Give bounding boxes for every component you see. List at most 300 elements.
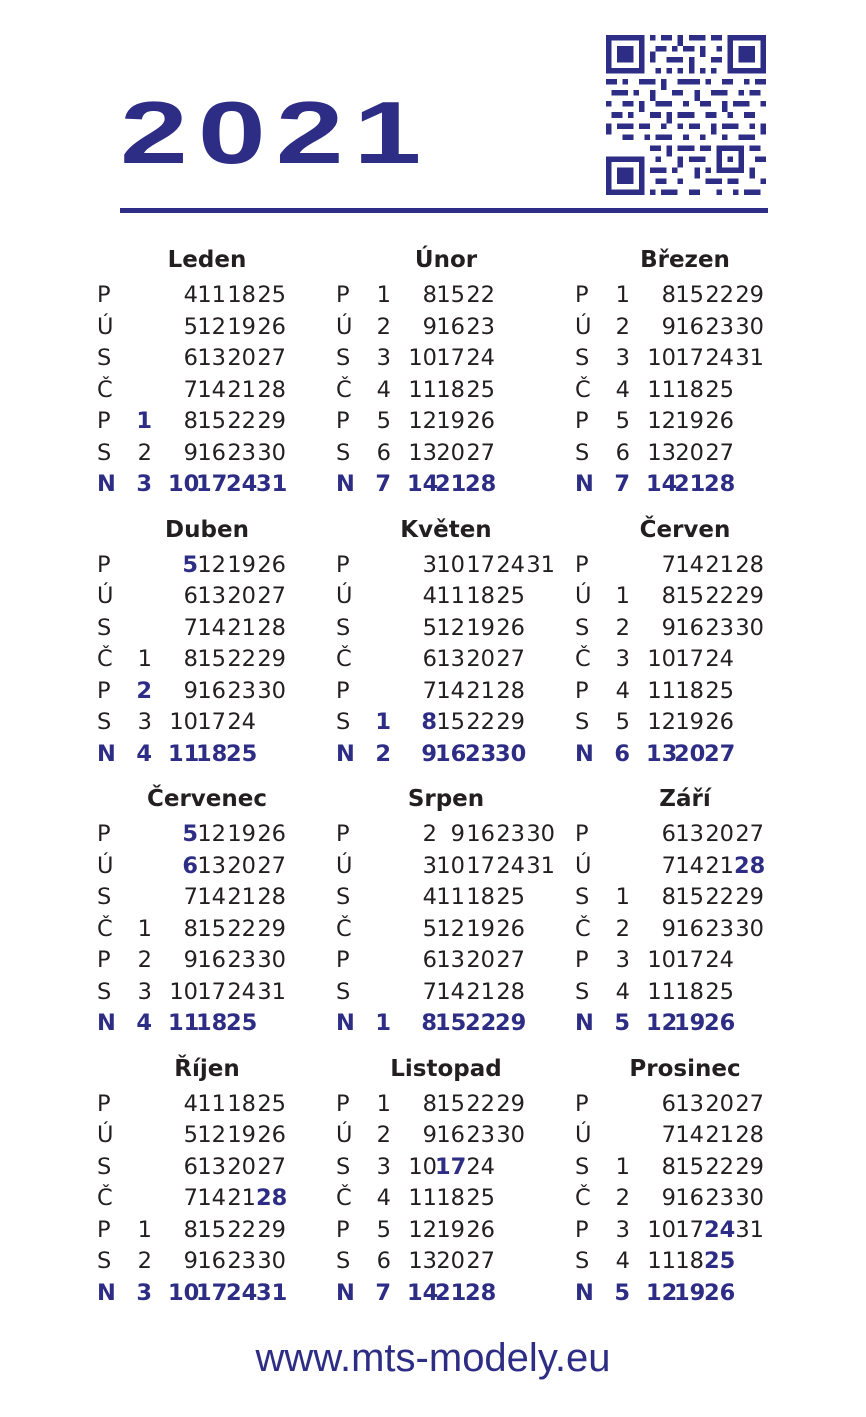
day-cell: 20 xyxy=(466,646,495,672)
day-cell: 16 xyxy=(197,439,226,466)
day-cell: 2 xyxy=(375,740,391,767)
day-cell: 8 xyxy=(183,915,198,942)
month-title: Prosinec xyxy=(629,1055,741,1082)
day-cell: 26 xyxy=(466,408,495,434)
week-row xyxy=(92,280,332,310)
day-cell: 7 xyxy=(661,551,676,578)
day-cell: 11 xyxy=(436,583,465,609)
day-cell: 6 xyxy=(422,646,437,672)
day-cell: 20 xyxy=(466,947,495,973)
day-cell: 14 xyxy=(436,677,465,704)
day-cell: 4 xyxy=(422,583,437,609)
weekday-label: Č xyxy=(575,376,591,403)
day-cell: 17 xyxy=(196,1279,228,1306)
week-row xyxy=(92,343,332,373)
week-row xyxy=(570,438,810,468)
day-cell: 5 xyxy=(614,1010,630,1036)
day-cell: 17 xyxy=(197,978,226,1005)
day-cell: 3 xyxy=(615,947,630,973)
day-cell: 11 xyxy=(168,1010,200,1036)
day-cell: 30 xyxy=(257,947,286,973)
day-cell: 28 xyxy=(704,471,736,497)
weekday-label: N xyxy=(97,471,116,497)
day-cell: 2 xyxy=(376,313,391,340)
day-cell: 20 xyxy=(436,439,465,466)
day-cell: 28 xyxy=(496,677,525,704)
month-title: Červen xyxy=(639,516,731,543)
day-cell: 10 xyxy=(647,1216,676,1243)
day-cell: 22 xyxy=(705,282,734,308)
weekday-label: N xyxy=(575,740,594,767)
day-cell: 26 xyxy=(705,408,734,434)
weekday-label: Č xyxy=(336,915,352,942)
weekday-label: S xyxy=(336,1248,351,1274)
day-cell: 28 xyxy=(465,1279,497,1306)
week-row xyxy=(331,550,571,580)
day-cell: 5 xyxy=(376,1216,391,1243)
day-cell: 29 xyxy=(495,1010,527,1036)
week-row xyxy=(570,1089,810,1119)
day-cell: 31 xyxy=(526,551,555,578)
day-cell: 22 xyxy=(466,1090,495,1117)
day-cell: 23 xyxy=(466,1122,495,1148)
day-cell: 10 xyxy=(647,947,676,973)
week-row xyxy=(331,977,571,1007)
week-row xyxy=(92,375,332,405)
day-cell: 27 xyxy=(257,345,286,371)
day-cell: 1 xyxy=(137,646,152,672)
day-cell: 16 xyxy=(675,313,704,340)
weekday-label: P xyxy=(336,282,350,308)
day-cell: 21 xyxy=(227,1185,256,1211)
day-cell: 30 xyxy=(735,915,764,942)
weekday-label: S xyxy=(97,345,112,371)
day-cell: 19 xyxy=(675,408,704,434)
month-title: Květen xyxy=(400,516,492,543)
day-cell: 22 xyxy=(227,1216,256,1243)
day-cell: 16 xyxy=(675,614,704,641)
day-cell: 17 xyxy=(436,345,465,371)
day-cell: 31 xyxy=(526,852,555,879)
day-cell: 28 xyxy=(496,978,525,1005)
weekday-label: N xyxy=(97,1010,116,1036)
day-cell: 17 xyxy=(196,471,228,497)
day-cell: 12 xyxy=(436,915,465,942)
day-cell: 7 xyxy=(183,1185,198,1211)
day-cell: 12 xyxy=(197,1122,226,1148)
day-cell: 22 xyxy=(466,709,495,735)
week-row xyxy=(92,1278,332,1308)
week-row xyxy=(92,613,332,643)
day-cell: 17 xyxy=(675,646,704,672)
weekday-label: Ú xyxy=(97,852,114,879)
day-cell: 18 xyxy=(227,282,256,308)
weekday-label: S xyxy=(575,345,590,371)
day-cell: 16 xyxy=(197,1248,226,1274)
weekday-label: P xyxy=(97,677,111,704)
day-cell: 13 xyxy=(408,439,437,466)
weekday-label: S xyxy=(97,1153,112,1180)
day-cell: 25 xyxy=(496,884,525,910)
day-cell: 6 xyxy=(614,740,630,767)
day-cell: 2 xyxy=(137,439,152,466)
day-cell: 7 xyxy=(661,852,676,879)
day-cell: 5 xyxy=(615,709,630,735)
day-cell: 25 xyxy=(496,583,525,609)
day-cell: 23 xyxy=(227,947,256,973)
weekday-label: P xyxy=(575,1216,589,1243)
weekday-label: S xyxy=(575,1248,590,1274)
day-cell: 4 xyxy=(136,740,152,767)
day-cell: 29 xyxy=(735,282,764,308)
day-cell: 28 xyxy=(735,1122,764,1148)
day-cell: 15 xyxy=(675,583,704,609)
day-cell: 16 xyxy=(466,821,495,847)
day-cell: 10 xyxy=(436,551,465,578)
website-url[interactable]: www.mts-modely.eu xyxy=(255,1336,611,1380)
week-row xyxy=(331,406,571,436)
weekday-label: P xyxy=(336,1216,350,1243)
week-row xyxy=(92,644,332,674)
day-cell: 27 xyxy=(257,583,286,609)
qr-code-icon[interactable] xyxy=(606,35,766,195)
month-leden xyxy=(92,240,322,510)
day-cell: 31 xyxy=(735,1216,764,1243)
weekday-label: P xyxy=(97,1090,111,1117)
day-cell: 8 xyxy=(421,709,437,735)
day-cell: 30 xyxy=(257,1248,286,1274)
day-cell: 23 xyxy=(227,439,256,466)
day-cell: 5 xyxy=(183,313,198,340)
day-cell: 19 xyxy=(227,551,256,578)
weekday-label: P xyxy=(336,551,350,578)
day-cell: 19 xyxy=(675,709,704,735)
week-row xyxy=(570,406,810,436)
day-cell: 29 xyxy=(735,583,764,609)
weekday-label: Č xyxy=(575,1185,591,1211)
header-divider xyxy=(120,208,768,213)
day-cell: 9 xyxy=(422,1122,437,1148)
day-cell: 31 xyxy=(256,1279,288,1306)
day-cell: 24 xyxy=(704,1216,736,1243)
month-title: Říjen xyxy=(174,1055,240,1082)
day-cell: 30 xyxy=(495,740,527,767)
day-cell: 30 xyxy=(735,614,764,641)
day-cell: 10 xyxy=(647,345,676,371)
day-cell: 1 xyxy=(376,282,391,308)
week-row xyxy=(92,438,332,468)
day-cell: 29 xyxy=(496,1090,525,1117)
month-title: Srpen xyxy=(407,786,485,812)
day-cell: 9 xyxy=(183,439,198,466)
day-cell: 24 xyxy=(705,646,734,672)
day-cell: 24 xyxy=(226,1279,258,1306)
week-row xyxy=(92,581,332,611)
day-cell: 13 xyxy=(197,1153,226,1180)
day-cell: 27 xyxy=(257,1153,286,1180)
weekday-label: N xyxy=(336,740,355,767)
month-únor xyxy=(331,240,561,510)
day-cell: 30 xyxy=(735,1185,764,1211)
week-row xyxy=(570,851,810,881)
day-cell: 9 xyxy=(422,313,437,340)
day-cell: 10 xyxy=(408,1153,437,1180)
day-cell: 13 xyxy=(646,740,678,767)
week-row xyxy=(570,707,810,737)
day-cell: 21 xyxy=(435,1279,467,1306)
day-cell: 21 xyxy=(466,677,495,704)
day-cell: 21 xyxy=(435,471,467,497)
weekday-label: Ú xyxy=(336,313,353,340)
day-cell: 17 xyxy=(466,852,495,879)
day-cell: 9 xyxy=(661,614,676,641)
weekday-label: P xyxy=(575,551,589,578)
day-cell: 12 xyxy=(647,709,676,735)
day-cell: 4 xyxy=(615,677,630,704)
day-cell: 11 xyxy=(197,1090,226,1117)
day-cell: 15 xyxy=(675,1153,704,1180)
header xyxy=(0,0,866,220)
week-row xyxy=(331,739,571,769)
day-cell: 4 xyxy=(183,282,198,308)
weekday-label: N xyxy=(575,1279,594,1306)
day-cell: 31 xyxy=(257,978,286,1005)
week-row xyxy=(92,1152,332,1182)
day-cell: 16 xyxy=(675,915,704,942)
day-cell: 17 xyxy=(675,947,704,973)
day-cell: 28 xyxy=(734,852,766,879)
day-cell: 6 xyxy=(183,583,198,609)
day-cell: 27 xyxy=(257,852,286,879)
day-cell: 15 xyxy=(436,1090,465,1117)
weekday-label: Č xyxy=(97,915,113,942)
day-cell: 8 xyxy=(661,282,676,308)
day-cell: 21 xyxy=(227,376,256,403)
weekday-label: P xyxy=(336,821,350,847)
day-cell: 9 xyxy=(661,915,676,942)
day-cell: 14 xyxy=(675,1122,704,1148)
day-cell: 12 xyxy=(197,551,226,578)
calendar-grid xyxy=(92,240,782,1320)
day-cell: 22 xyxy=(227,646,256,672)
day-cell: 1 xyxy=(615,1153,630,1180)
month-červen xyxy=(570,510,800,780)
week-row xyxy=(570,550,810,580)
weekday-label: P xyxy=(97,408,111,434)
weekday-label: S xyxy=(575,709,590,735)
week-row xyxy=(331,644,571,674)
day-cell: 5 xyxy=(615,408,630,434)
day-cell: 5 xyxy=(614,1279,630,1306)
day-cell: 27 xyxy=(735,1090,764,1117)
day-cell: 24 xyxy=(466,345,495,371)
week-row xyxy=(92,1215,332,1245)
month-title: Červenec xyxy=(146,786,268,812)
day-cell: 19 xyxy=(227,1122,256,1148)
day-cell: 3 xyxy=(136,471,152,497)
weekday-label: N xyxy=(336,1010,355,1036)
day-cell: 9 xyxy=(183,947,198,973)
day-cell: 25 xyxy=(226,1010,258,1036)
day-cell: 10 xyxy=(647,646,676,672)
day-cell: 1 xyxy=(615,884,630,910)
week-row xyxy=(331,882,571,912)
day-cell: 23 xyxy=(705,1185,734,1211)
day-cell: 4 xyxy=(183,1090,198,1117)
day-cell: 26 xyxy=(257,313,286,340)
day-cell: 14 xyxy=(407,1279,439,1306)
day-cell: 29 xyxy=(257,1216,286,1243)
day-cell: 28 xyxy=(256,1185,288,1211)
day-cell: 3 xyxy=(615,345,630,371)
day-cell: 20 xyxy=(227,583,256,609)
week-row xyxy=(570,1278,810,1308)
day-cell: 22 xyxy=(227,408,256,434)
week-row xyxy=(331,613,571,643)
day-cell: 21 xyxy=(466,978,495,1005)
month-září xyxy=(570,779,800,1049)
day-cell: 8 xyxy=(183,646,198,672)
week-row xyxy=(331,819,571,849)
day-cell: 26 xyxy=(704,1279,736,1306)
day-cell: 25 xyxy=(705,677,734,704)
day-cell: 23 xyxy=(705,915,734,942)
week-row xyxy=(331,914,571,944)
month-title: Listopad xyxy=(390,1055,502,1082)
week-row xyxy=(331,280,571,310)
day-cell: 25 xyxy=(466,376,495,403)
day-cell: 2 xyxy=(615,614,630,641)
week-row xyxy=(570,343,810,373)
weekday-label: P xyxy=(575,282,589,308)
month-title: Březen xyxy=(640,247,730,273)
day-cell: 7 xyxy=(375,471,391,497)
weekday-label: P xyxy=(575,677,589,704)
weekday-label: S xyxy=(575,884,590,910)
weekday-label: S xyxy=(336,439,351,466)
day-cell: 12 xyxy=(436,614,465,641)
week-row xyxy=(331,1008,571,1038)
day-cell: 10 xyxy=(169,709,198,735)
day-cell: 27 xyxy=(735,821,764,847)
week-row xyxy=(570,280,810,310)
day-cell: 20 xyxy=(227,852,256,879)
week-row xyxy=(570,676,810,706)
day-cell: 2 xyxy=(376,1122,391,1148)
day-cell: 14 xyxy=(675,852,704,879)
day-cell: 3 xyxy=(422,852,437,879)
day-cell: 15 xyxy=(197,915,226,942)
day-cell: 1 xyxy=(376,1090,391,1117)
day-cell: 11 xyxy=(647,978,676,1005)
day-cell: 18 xyxy=(675,376,704,403)
weekday-label: P xyxy=(97,821,111,847)
day-cell: 11 xyxy=(197,282,226,308)
weekday-label: Ú xyxy=(336,852,353,879)
day-cell: 26 xyxy=(257,1122,286,1148)
day-cell: 19 xyxy=(466,614,495,641)
day-cell: 9 xyxy=(661,313,676,340)
day-cell: 10 xyxy=(408,345,437,371)
weekday-label: P xyxy=(97,282,111,308)
day-cell: 16 xyxy=(197,677,226,704)
week-row xyxy=(570,945,810,975)
month-květen xyxy=(331,510,561,780)
week-row xyxy=(570,613,810,643)
day-cell: 26 xyxy=(257,821,286,847)
weekday-label: S xyxy=(97,614,112,641)
day-cell: 23 xyxy=(466,313,495,340)
weekday-label: S xyxy=(97,709,112,735)
day-cell: 20 xyxy=(675,439,704,466)
day-cell: 31 xyxy=(256,471,288,497)
day-cell: 11 xyxy=(647,376,676,403)
month-duben xyxy=(92,510,322,780)
day-cell: 22 xyxy=(227,915,256,942)
day-cell: 9 xyxy=(661,1185,676,1211)
day-cell: 31 xyxy=(735,345,764,371)
week-row xyxy=(92,1089,332,1119)
day-cell: 7 xyxy=(183,884,198,910)
day-cell: 2 xyxy=(137,947,152,973)
week-row xyxy=(570,1246,810,1276)
day-cell: 8 xyxy=(421,1010,437,1036)
day-cell: 22 xyxy=(705,1153,734,1180)
week-row xyxy=(570,1183,810,1213)
day-cell: 23 xyxy=(705,614,734,641)
weekday-label: S xyxy=(336,884,351,910)
week-row xyxy=(331,1278,571,1308)
week-row xyxy=(331,707,571,737)
week-row xyxy=(92,406,332,436)
day-cell: 13 xyxy=(197,852,226,879)
weekday-label: S xyxy=(97,884,112,910)
weekday-label: P xyxy=(336,947,350,973)
weekday-label: Ú xyxy=(336,1122,353,1148)
day-cell: 16 xyxy=(435,740,467,767)
day-cell: 26 xyxy=(466,1216,495,1243)
day-cell: 21 xyxy=(227,614,256,641)
day-cell: 5 xyxy=(182,551,198,578)
weekday-label: S xyxy=(336,978,351,1005)
week-row xyxy=(331,1246,571,1276)
day-cell: 5 xyxy=(183,1122,198,1148)
month-březen xyxy=(570,240,800,510)
day-cell: 15 xyxy=(197,646,226,672)
day-cell: 22 xyxy=(705,884,734,910)
weekday-label: S xyxy=(575,1153,590,1180)
week-row xyxy=(92,550,332,580)
day-cell: 2 xyxy=(615,915,630,942)
year-title: 2021 xyxy=(120,84,432,182)
day-cell: 13 xyxy=(408,1248,437,1274)
day-cell: 21 xyxy=(227,884,256,910)
week-row xyxy=(92,1120,332,1150)
weekday-label: P xyxy=(336,677,350,704)
day-cell: 28 xyxy=(735,551,764,578)
weekday-label: N xyxy=(575,471,594,497)
day-cell: 21 xyxy=(705,1122,734,1148)
day-cell: 24 xyxy=(466,1153,495,1180)
day-cell: 10 xyxy=(168,1279,200,1306)
day-cell: 19 xyxy=(436,408,465,434)
day-cell: 28 xyxy=(257,884,286,910)
day-cell: 1 xyxy=(375,1010,391,1036)
month-prosinec xyxy=(570,1049,800,1319)
day-cell: 19 xyxy=(466,915,495,942)
day-cell: 12 xyxy=(408,408,437,434)
day-cell: 19 xyxy=(674,1279,706,1306)
